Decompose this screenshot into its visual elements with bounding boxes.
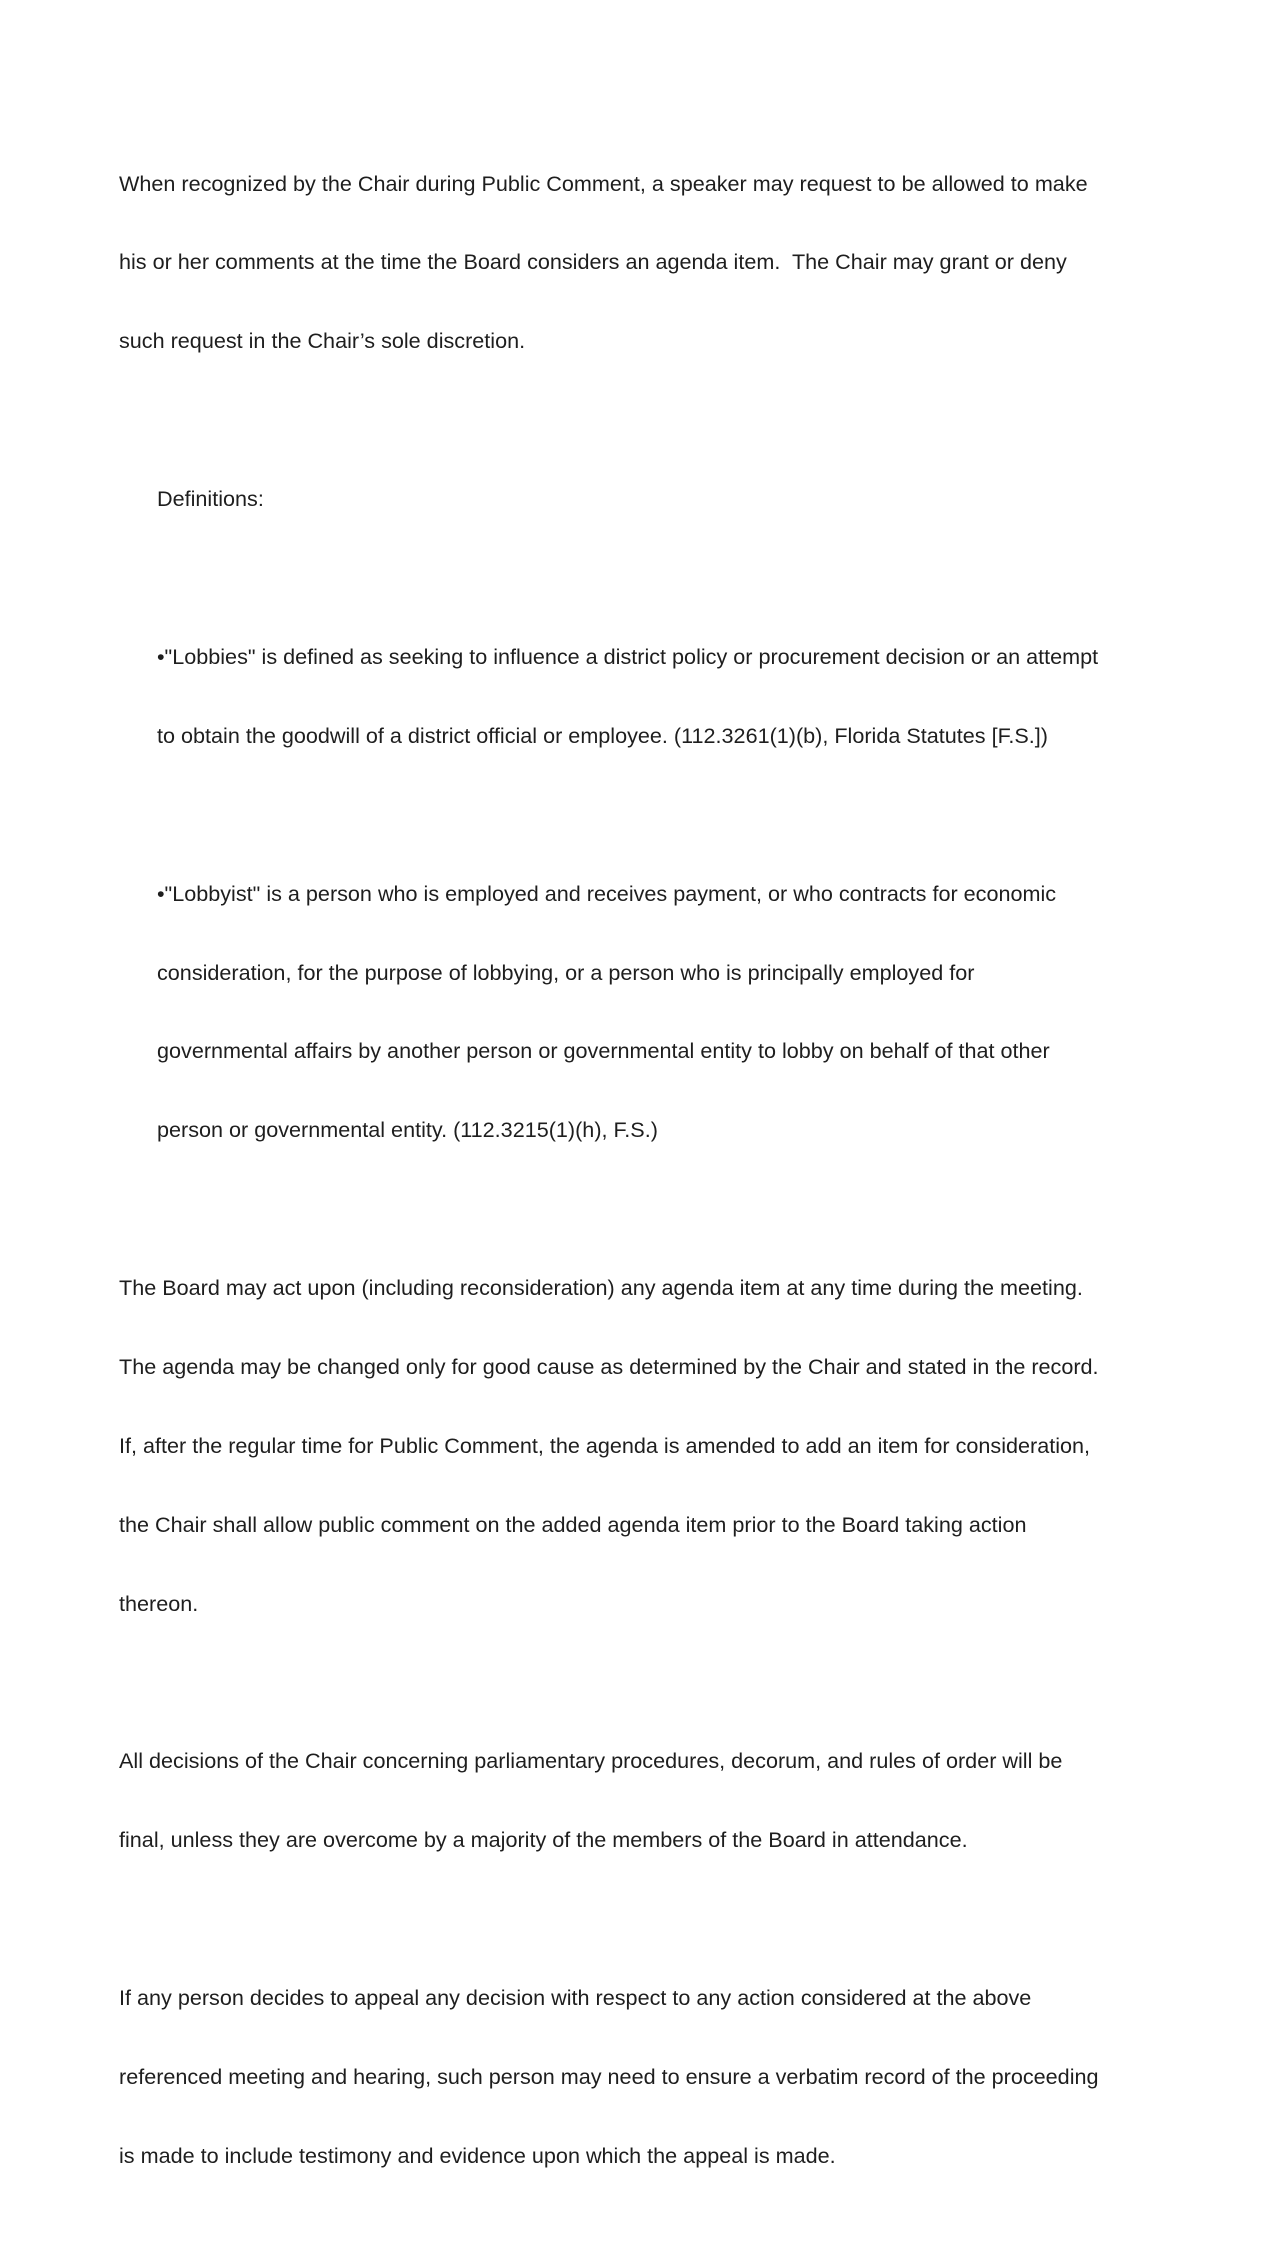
text-line: Definitions:	[157, 486, 264, 512]
text-line: to obtain the goodwill of a district official or employee. (112.3261(1)(b), Florida Statutes [F.S.])	[157, 722, 1048, 748]
text-line: is made to include testimony and evidence upon which the appeal is made.	[119, 2142, 836, 2168]
appeal-paragraph	[119, 1932, 1169, 2221]
text-line: the Chair shall allow public comment on the added agenda item prior to the Board taking action	[119, 1511, 1027, 1537]
document-body	[119, 118, 1169, 2248]
text-line: such request in the Chair’s sole discretion.	[119, 328, 526, 354]
text-line: person or governmental entity. (112.3215(1)(h), F.S.)	[157, 1117, 658, 1143]
text-line: consideration, for the purpose of lobbying, or a person who is principally employed for	[157, 959, 975, 985]
text-line: •"Lobbyist" is a person who is employed and receives payment, or who contracts for economic	[157, 880, 1057, 906]
public-comment-paragraph	[119, 118, 1169, 407]
text-line: The Board may act upon (including reconsideration) any agenda item at any time during the meeting.	[119, 1275, 1083, 1301]
decisions-paragraph	[119, 1696, 1169, 1906]
text-line: referenced meeting and hearing, such person may need to ensure a verbatim record of the proceeding	[119, 2063, 1099, 2089]
text-line: If, after the regular time for Public Comment, the agenda is amended to add an item for consideration,	[119, 1432, 1091, 1458]
definitions-heading	[157, 434, 1169, 565]
text-line: The agenda may be changed only for good cause as determined by the Chair and stated in the record.	[119, 1353, 1099, 1379]
text-line: •"Lobbies" is defined as seeking to influence a district policy or procurement decision or an attempt	[157, 643, 1099, 669]
definition-lobbies	[157, 591, 1169, 801]
text-line: If any person decides to appeal any decision with respect to any action considered at the above	[119, 1985, 1032, 2011]
agenda-paragraph	[119, 1222, 1169, 1669]
text-line: When recognized by the Chair during Public Comment, a speaker may request to be allowed to make	[119, 170, 1088, 196]
text-line: his or her comments at the time the Board considers an agenda item. The Chair may grant or deny	[119, 249, 1067, 275]
text-line: thereon.	[119, 1590, 199, 1616]
text-line: final, unless they are overcome by a majority of the members of the Board in attendance.	[119, 1827, 968, 1853]
definition-lobbyist	[157, 828, 1169, 1196]
text-line: governmental affairs by another person or governmental entity to lobby on behalf of that other	[157, 1038, 1050, 1064]
text-line: All decisions of the Chair concerning parliamentary procedures, decorum, and rules of order will be	[119, 1748, 1063, 1774]
